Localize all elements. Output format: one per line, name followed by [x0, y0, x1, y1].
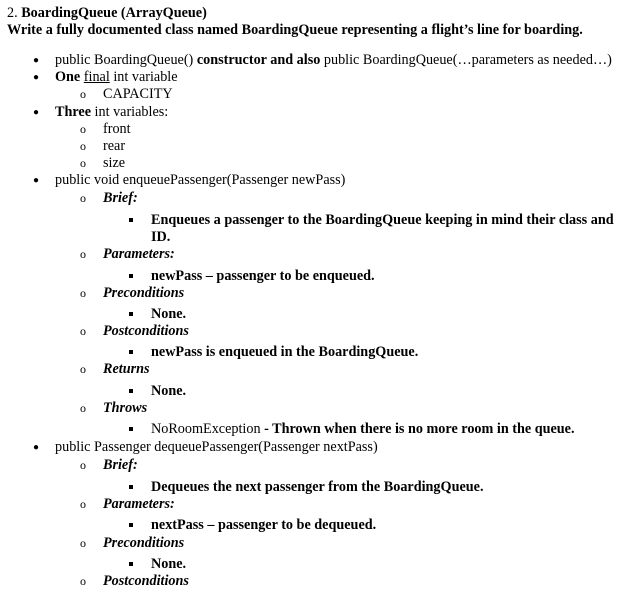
disc-bullet: ● [33, 107, 40, 118]
square-bullet [129, 218, 133, 222]
int-vars-item [55, 104, 168, 121]
circle-bullet: o [80, 286, 86, 300]
final-var-item [55, 69, 178, 86]
square-bullet [129, 562, 133, 566]
circle-bullet: o [80, 458, 86, 472]
constructor-default: public BoardingQueue() [55, 52, 194, 68]
throws-exception-name: NoRoomException [151, 421, 261, 437]
circle-bullet: o [80, 156, 86, 170]
disc-bullet: ● [33, 442, 40, 453]
dequeue-brief-label: Brief: [103, 457, 138, 473]
size-var: size [103, 155, 126, 171]
enqueue-params-label: Parameters: [103, 246, 175, 262]
square-bullet [129, 350, 133, 354]
disc-bullet: ● [33, 72, 40, 83]
final-keyword: final [83, 69, 110, 85]
disc-bullet: ● [33, 55, 40, 66]
circle-bullet: o [80, 191, 86, 205]
square-bullet [129, 485, 133, 489]
enqueue-brief-label: Brief: [103, 190, 138, 206]
enqueue-post-label: Postconditions [103, 323, 189, 339]
dequeue-pre-label: Preconditions [103, 535, 185, 551]
square-bullet [129, 427, 133, 431]
dequeue-signature: public Passenger dequeuePassenger(Passenger nextPass) [55, 439, 378, 455]
dequeue-params-label: Parameters: [103, 496, 175, 512]
section-number: 2. [7, 5, 18, 21]
circle-bullet: o [80, 362, 86, 376]
throws-description: - Thrown when there is no more room in the queue. [264, 421, 575, 437]
dequeue-post-label: Postconditions [103, 573, 189, 589]
circle-bullet: o [80, 324, 86, 338]
square-bullet [129, 274, 133, 278]
circle-bullet: o [80, 574, 86, 588]
circle-bullet: o [80, 401, 86, 415]
section-intro: Write a fully documented class named BoardingQueue representing a flight’s line for boarding. [7, 22, 583, 38]
dequeue-param: nextPass – passenger to be dequeued. [151, 517, 377, 533]
final-var-count: One [55, 69, 81, 85]
circle-bullet: o [80, 497, 86, 511]
enqueue-throws-label: Throws [103, 400, 148, 416]
circle-bullet: o [80, 139, 86, 153]
int-vars-count: Three [55, 104, 91, 120]
dequeue-pre: None. [151, 556, 187, 572]
enqueue-param: newPass – passenger to be enqueued. [151, 268, 375, 284]
constructors-item [55, 52, 612, 69]
square-bullet [129, 312, 133, 316]
enqueue-pre-label: Preconditions [103, 285, 185, 301]
int-vars-type: int variables: [94, 104, 169, 120]
capacity-var: CAPACITY [103, 86, 173, 102]
circle-bullet: o [80, 536, 86, 550]
square-bullet [129, 389, 133, 393]
enqueue-post: newPass is enqueued in the BoardingQueue. [151, 344, 419, 360]
circle-bullet: o [80, 87, 86, 101]
rear-var: rear [103, 138, 126, 154]
dequeue-brief: Dequeues the next passenger from the BoardingQueue. [151, 479, 484, 495]
constructor-params: public BoardingQueue(…parameters as needed…) [323, 52, 612, 68]
constructor-joiner: constructor and also [196, 52, 321, 68]
enqueue-returns: None. [151, 383, 187, 399]
enqueue-brief-line2: ID. [151, 229, 171, 245]
enqueue-throws [151, 421, 575, 438]
section-title: BoardingQueue (ArrayQueue) [21, 5, 207, 21]
front-var: front [103, 121, 131, 137]
enqueue-returns-label: Returns [103, 361, 150, 377]
enqueue-pre: None. [151, 306, 187, 322]
section-heading [7, 5, 207, 22]
square-bullet [129, 523, 133, 527]
enqueue-brief-line1: Enqueues a passenger to the BoardingQueue keeping in mind their class and [151, 212, 614, 228]
circle-bullet: o [80, 122, 86, 136]
circle-bullet: o [80, 247, 86, 261]
enqueue-signature: public void enqueuePassenger(Passenger newPass) [55, 172, 346, 188]
disc-bullet: ● [33, 175, 40, 186]
final-var-type: int variable [113, 69, 178, 85]
